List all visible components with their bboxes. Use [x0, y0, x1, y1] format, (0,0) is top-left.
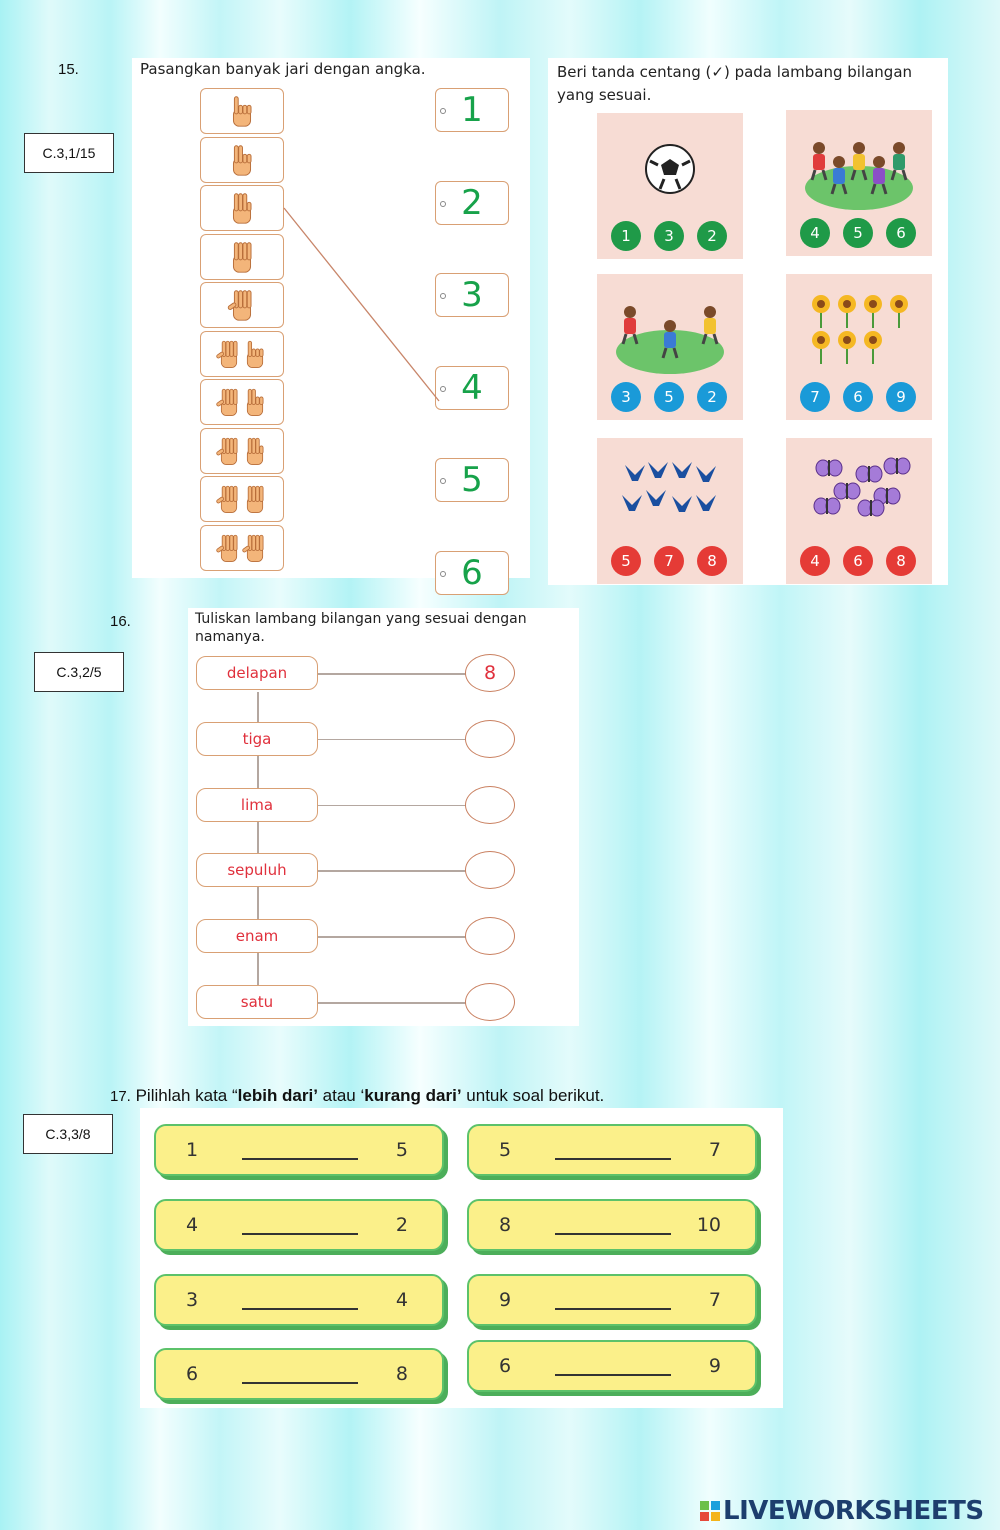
liveworksheets-brand: LIVEWORKSHEETS: [723, 1496, 984, 1526]
answer-circle[interactable]: [465, 851, 515, 889]
question-17-instruction: [110, 1086, 604, 1106]
option-circle[interactable]: 3: [654, 221, 684, 251]
match-line-3-to-7[interactable]: [284, 208, 439, 401]
number-word-label: enam: [196, 919, 318, 953]
option-circle[interactable]: 6: [843, 546, 873, 576]
answer-blank[interactable]: [242, 1382, 358, 1384]
compare-right-number: 8: [395, 1363, 408, 1385]
compare-panel: [140, 1108, 783, 1408]
option-circle[interactable]: 2: [697, 221, 727, 251]
picture-tile-blue-birds: [597, 438, 743, 584]
option-circle[interactable]: 5: [843, 218, 873, 248]
instruction-bold-lebih: lebih dari’: [237, 1086, 318, 1105]
compare-left-number: 1: [186, 1139, 199, 1161]
compare-left-number: 8: [499, 1214, 512, 1236]
check-symbol-panel: [548, 58, 948, 585]
number-name-instruction-line1: Tuliskan lambang bilangan yang sesuai dengan: [195, 611, 527, 627]
compare-right-number: 5: [395, 1139, 408, 1161]
number-card-label: 6: [461, 552, 483, 593]
number-word-label: delapan: [196, 656, 318, 690]
answer-circle[interactable]: [465, 917, 515, 955]
compare-left-number: 5: [499, 1139, 512, 1161]
option-circle[interactable]: 5: [654, 382, 684, 412]
question-number-15: 15.: [58, 61, 79, 78]
answer-blank[interactable]: [555, 1233, 671, 1235]
compare-right-number: 9: [708, 1355, 721, 1377]
picture-tile-sunflowers: [786, 274, 932, 420]
number-word-label: satu: [196, 985, 318, 1019]
connector-line: [318, 739, 466, 741]
instruction-bold-kurang: kurang dari’: [364, 1086, 462, 1105]
finger-match-instruction: Pasangkan banyak jari dengan angka.: [140, 60, 426, 78]
picture-tile-butterflies: [786, 438, 932, 584]
option-circle[interactable]: 6: [886, 218, 916, 248]
number-name-panel: [188, 608, 579, 1026]
soccer-ball-picture: [610, 121, 730, 221]
number-word-label: tiga: [196, 722, 318, 756]
answer-blank[interactable]: [555, 1374, 671, 1376]
check-instruction-line1: Beri tanda centang (✓) pada lambang bilangan: [557, 63, 913, 81]
logo-squares-icon: [700, 1501, 720, 1521]
picture-tile-soccer-ball: [597, 113, 743, 259]
compare-left-number: 6: [499, 1355, 512, 1377]
connector-line: [318, 936, 466, 938]
answer-blank[interactable]: [555, 1308, 671, 1310]
option-circle[interactable]: 7: [800, 382, 830, 412]
number-word-label: lima: [196, 788, 318, 822]
option-circle[interactable]: 2: [697, 382, 727, 412]
compare-right-number: 2: [395, 1214, 408, 1236]
option-circle[interactable]: 7: [654, 546, 684, 576]
instruction-post: untuk soal berikut.: [461, 1086, 605, 1105]
answer-blank[interactable]: [555, 1158, 671, 1160]
connector-line: [318, 805, 466, 807]
option-circle[interactable]: 4: [800, 546, 830, 576]
connector-line: [318, 1002, 466, 1004]
option-circle[interactable]: 4: [800, 218, 830, 248]
connector-line: [318, 870, 466, 872]
compare-left-number: 4: [186, 1214, 199, 1236]
number-card-label: 2: [461, 182, 483, 223]
number-card-label: 4: [461, 367, 483, 408]
question-number-16: 16.: [110, 613, 131, 630]
option-circle[interactable]: 6: [843, 382, 873, 412]
answer-circle[interactable]: [465, 720, 515, 758]
answer-circle[interactable]: [465, 786, 515, 824]
curriculum-code-17: C.3,3/8: [23, 1114, 113, 1154]
compare-pill: [154, 1124, 444, 1176]
children-playing-picture: [799, 118, 919, 218]
curriculum-code-16: C.3,2/5: [34, 652, 124, 692]
liveworksheets-logo[interactable]: [700, 1496, 984, 1526]
finger-match-panel: [132, 58, 530, 593]
curriculum-code-15: C.3,1/15: [24, 133, 114, 173]
instruction-mid: atau ‘: [317, 1086, 365, 1105]
sunflowers-picture: [799, 282, 919, 382]
number-card-label: 5: [461, 460, 483, 500]
compare-left-number: 9: [499, 1289, 512, 1311]
girls-with-flowers-picture: [610, 282, 730, 382]
option-circle[interactable]: 9: [886, 382, 916, 412]
option-circle[interactable]: 8: [886, 546, 916, 576]
blue-birds-picture: [610, 446, 730, 546]
option-circle[interactable]: 8: [697, 546, 727, 576]
question-number-17: 17.: [110, 1088, 131, 1105]
number-word-label: sepuluh: [196, 853, 318, 887]
answer-circle[interactable]: [465, 983, 515, 1021]
compare-pill: [467, 1199, 757, 1251]
compare-left-number: 6: [186, 1363, 199, 1385]
picture-tile-children-playing: [786, 110, 932, 256]
answer-circle[interactable]: 8: [465, 654, 515, 692]
picture-tile-girls-with-flowers: [597, 274, 743, 420]
compare-right-number: 7: [708, 1139, 721, 1161]
answer-blank[interactable]: [242, 1158, 358, 1160]
compare-right-number: 4: [395, 1289, 408, 1311]
check-instruction-line2: yang sesuai.: [557, 86, 652, 104]
compare-pill: [467, 1340, 757, 1392]
instruction-pre: Pilihlah kata “: [135, 1086, 238, 1105]
compare-left-number: 3: [186, 1289, 199, 1311]
compare-pill: [467, 1274, 757, 1326]
compare-pill: [467, 1124, 757, 1176]
option-circle[interactable]: 3: [611, 382, 641, 412]
compare-pill: [154, 1199, 444, 1251]
match-line-layer: [132, 58, 530, 578]
compare-pill: [154, 1274, 444, 1326]
option-circle[interactable]: 5: [611, 546, 641, 576]
number-name-instruction-line2: namanya.: [195, 629, 265, 645]
connector-line: [318, 673, 466, 675]
number-card-label: 1: [461, 90, 483, 130]
number-card-label: 3: [461, 275, 483, 315]
compare-right-number: 7: [708, 1289, 721, 1311]
compare-right-number: 10: [696, 1214, 721, 1236]
compare-pill: [154, 1348, 444, 1400]
butterflies-picture: [799, 446, 919, 546]
option-circle[interactable]: 1: [611, 221, 641, 251]
answer-blank[interactable]: [242, 1308, 358, 1310]
answer-blank[interactable]: [242, 1233, 358, 1235]
